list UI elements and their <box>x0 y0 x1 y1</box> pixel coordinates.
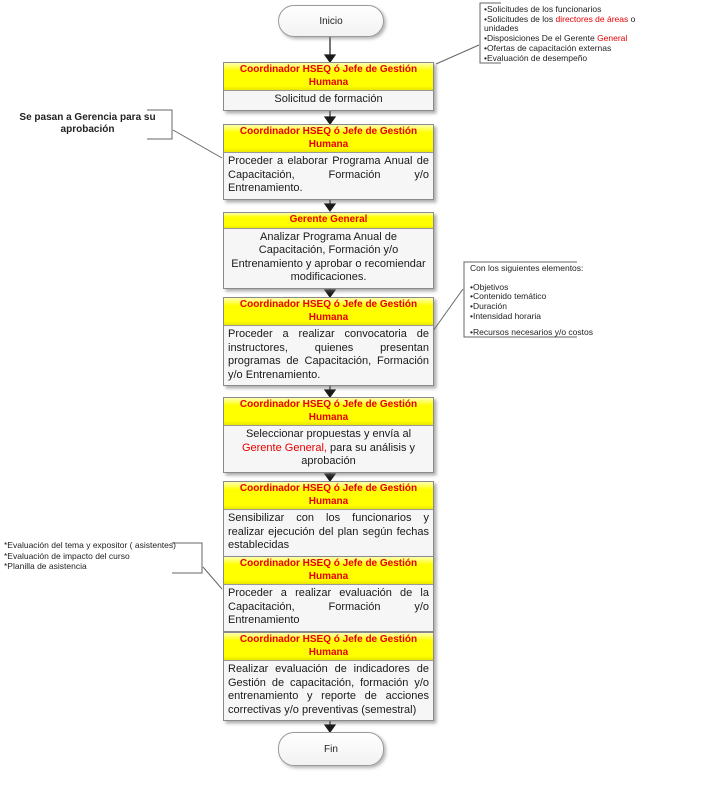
callout-element-item: •Recursos necesarios y/o costos <box>470 326 593 337</box>
process-step-4 <box>223 297 434 386</box>
connector-sources <box>436 45 479 64</box>
note-line: *Evaluación de impacto del curso <box>4 550 130 561</box>
step-role-header: Coordinador HSEQ ó Jefe de Gestión Humana <box>224 298 433 326</box>
step-description: Analizar Programa Anual de Capacitación, Formación y/o Entrenamiento y aprobar o recomiendar modificaciones. <box>231 230 426 283</box>
callout-elements-title: Con los siguientes elementos: <box>470 263 584 273</box>
callout-element-item: •Contenido temático <box>470 291 547 302</box>
note-line: *Planilla de asistencia <box>4 561 87 571</box>
note-evaluacion <box>4 540 202 572</box>
callout-text: •Evaluación de desempeño <box>484 52 588 63</box>
callout-text-red: General <box>597 33 628 44</box>
process-step-2 <box>223 124 434 200</box>
callout-text: •Solicitudes de los <box>484 13 556 24</box>
process-step-3 <box>223 212 434 289</box>
callout-element-item: •Duración <box>470 301 507 312</box>
note-line: *Evaluación del tema y expositor ( asistentes) <box>4 540 176 550</box>
step-description: Sensibilizar con los funcionarios y realizar ejecución del plan según fechas establecidas <box>228 512 429 551</box>
process-step-6 <box>223 481 434 557</box>
arrowhead-icon <box>325 390 335 397</box>
step-role-header: Coordinador HSEQ ó Jefe de Gestión Humana <box>224 125 433 153</box>
callout-source-item <box>484 54 662 64</box>
arrowhead-icon <box>325 474 335 481</box>
step-role-header: Coordinador HSEQ ó Jefe de Gestión Humana <box>224 482 433 510</box>
step-role-header: Coordinador HSEQ ó Jefe de Gestión Humana <box>224 63 433 91</box>
callout-source-item <box>484 15 662 34</box>
callout-text-red: directores de áreas <box>555 13 629 24</box>
step-description: Proceder a elaborar Programa Anual de Capacitación, Formación y/o Entrenamiento. <box>228 155 429 194</box>
connector-evaluacion <box>203 567 222 589</box>
callout-element-item: •Intensidad horaria <box>470 310 542 321</box>
step-role-header: Gerente General <box>224 213 433 229</box>
step-text-segment: Seleccionar propuestas y envía al <box>245 428 412 440</box>
step-description: Proceder a realizar evaluación de la Capacitación, Formación y/o Entrenamiento <box>228 587 429 626</box>
step-role-header: Coordinador HSEQ ó Jefe de Gestión Humana <box>224 557 433 585</box>
arrowhead-icon <box>325 55 335 62</box>
callout-text: •Ofertas de capacitación externas <box>484 42 612 53</box>
step-description: Solicitud de formación <box>274 93 383 105</box>
callout-text: •Disposiciones De el Gerente <box>484 33 598 44</box>
process-step-7 <box>223 556 434 632</box>
callout-elements <box>470 264 655 337</box>
arrowhead-icon <box>325 290 335 297</box>
step-text-segment: para su análisis y aprobación <box>301 441 416 467</box>
callout-element-item: •Objetivos <box>470 281 509 292</box>
process-step-1 <box>223 62 434 111</box>
arrowhead-icon <box>325 204 335 211</box>
step-description: Proceder a realizar convocatoria de instructores, quienes presentan programas de Capacitación, Formación y/o Entrenamiento. <box>228 328 429 381</box>
step-description <box>224 426 433 472</box>
step-text-segment-red: Gerente General, <box>241 441 327 454</box>
step-role-header: Coordinador HSEQ ó Jefe de Gestión Humana <box>224 633 433 661</box>
connector-elements <box>433 289 463 331</box>
start-node <box>278 5 384 37</box>
callout-text: •Solicitudes de los funcionarios <box>484 4 602 14</box>
connector-gerencia <box>173 130 222 158</box>
end-node <box>278 732 384 766</box>
process-step-8 <box>223 632 434 721</box>
end-label: Fin <box>324 743 338 755</box>
step-role-header: Coordinador HSEQ ó Jefe de Gestión Humana <box>224 398 433 426</box>
arrowhead-icon <box>325 725 335 732</box>
callout-text: o unidades <box>484 13 636 34</box>
arrowhead-icon <box>325 117 335 124</box>
process-step-5 <box>223 397 434 473</box>
callout-sources <box>484 5 662 63</box>
note-gerencia: Se pasan a Gerencia para su aprobación <box>19 112 156 135</box>
step-description: Realizar evaluación de indicadores de Gestión de capacitación, formación y/o entrenamiento y reporte de acciones correctivas y/o preventivas (semestral) <box>228 663 429 716</box>
start-label: Inicio <box>319 15 343 27</box>
